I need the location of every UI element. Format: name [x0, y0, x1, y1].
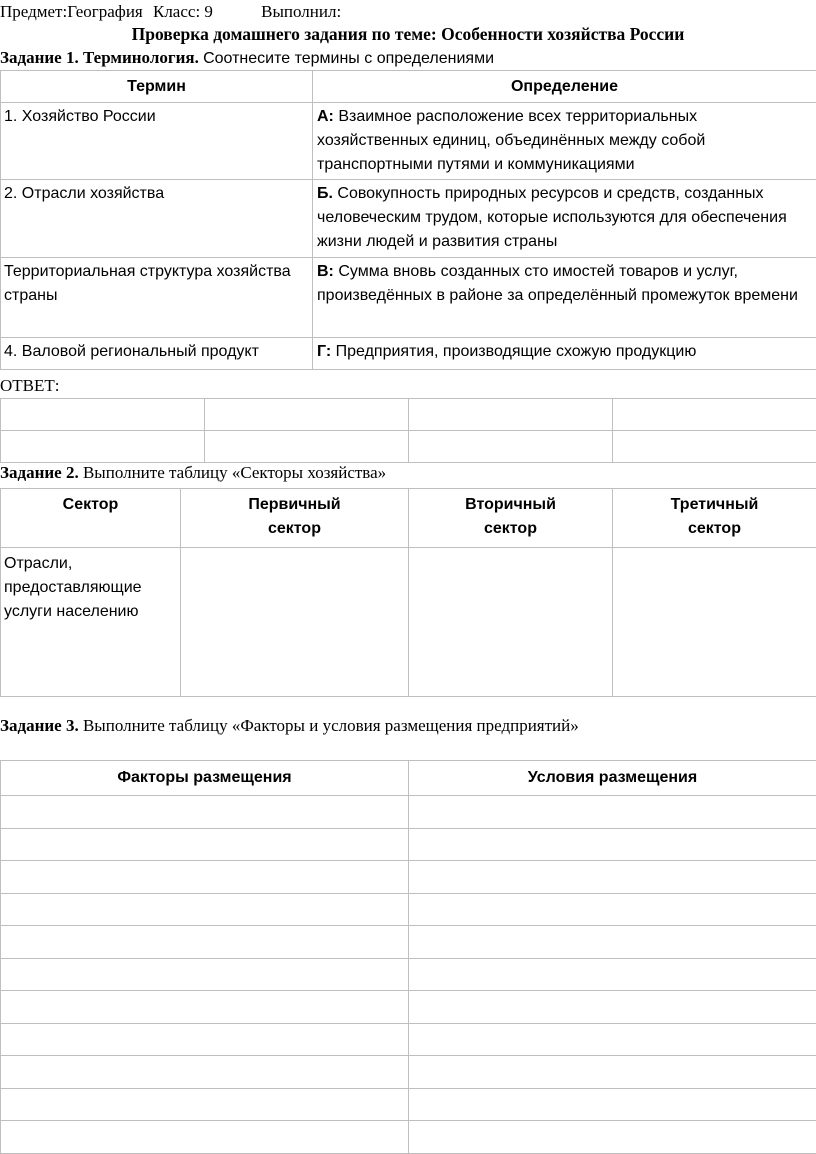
answer-cell[interactable] — [205, 399, 409, 431]
definition-cell — [313, 258, 816, 338]
condition-cell[interactable] — [409, 861, 816, 894]
definition-letter: Г: — [317, 343, 331, 360]
document-header — [0, 2, 341, 22]
answer-cell[interactable] — [409, 399, 613, 431]
subject-label: Предмет:География — [0, 2, 143, 22]
task2-heading — [0, 463, 386, 483]
term-cell: 2. Отрасли хозяйства — [1, 180, 313, 258]
tertiary-header-text: Третичный сектор — [655, 493, 775, 541]
primary-header-text: Первичный сектор — [235, 493, 355, 541]
task3-heading — [0, 716, 579, 736]
table-row — [1, 1023, 816, 1056]
table-row — [1, 103, 816, 180]
definition-text: Взаимное расположение всех территориальных хозяйственных единиц, объединённых между собой транспортными путями и коммуникациями — [317, 108, 705, 173]
definition-letter: В: — [317, 263, 334, 280]
tertiary-cell[interactable] — [613, 548, 816, 697]
factors-table — [0, 760, 816, 1154]
factor-cell[interactable] — [1, 1121, 409, 1154]
task1-heading — [0, 48, 494, 68]
definition-cell — [313, 180, 816, 258]
term-cell: 1. Хозяйство России — [1, 103, 313, 180]
table-row — [1, 1121, 816, 1154]
page-title: Проверка домашнего задания по теме: Особенности хозяйства России — [0, 24, 816, 45]
answer-table — [0, 398, 816, 463]
answer-cell[interactable] — [205, 431, 409, 463]
definition-text: Совокупность природных ресурсов и средств, созданных человеческим трудом, которые используются для обеспечения жизни людей и развития страны — [317, 185, 787, 250]
condition-cell[interactable] — [409, 1088, 816, 1121]
done-by-label: Выполнил: — [261, 2, 341, 22]
factor-cell[interactable] — [1, 861, 409, 894]
table-row — [1, 893, 816, 926]
task3-text: Выполните таблицу «Факторы и условия размещения предприятий» — [79, 716, 579, 735]
col-tertiary-header — [613, 489, 816, 548]
answer-cell[interactable] — [613, 399, 816, 431]
condition-cell[interactable] — [409, 828, 816, 861]
secondary-header-text: Вторичный сектор — [451, 493, 571, 541]
factor-cell[interactable] — [1, 828, 409, 861]
table-row — [1, 338, 816, 370]
table-row — [1, 926, 816, 959]
definition-text: Предприятия, производящие схожую продукцию — [331, 343, 696, 360]
col-conditions-header: Условия размещения — [409, 761, 816, 796]
factor-cell[interactable] — [1, 958, 409, 991]
col-sector-header: Сектор — [1, 489, 181, 548]
answer-cell[interactable] — [409, 431, 613, 463]
table-row — [1, 861, 816, 894]
term-cell: Территориальная структура хозяйства страны — [1, 258, 313, 338]
answer-cell[interactable] — [613, 431, 816, 463]
task2-label: Задание 2. — [0, 463, 79, 482]
condition-cell[interactable] — [409, 1121, 816, 1154]
factor-cell[interactable] — [1, 1056, 409, 1089]
col-secondary-header — [409, 489, 613, 548]
class-label: Класс: 9 — [153, 2, 213, 22]
terminology-table — [0, 70, 816, 370]
factor-cell[interactable] — [1, 1088, 409, 1121]
table-row — [1, 991, 816, 1024]
condition-cell[interactable] — [409, 1023, 816, 1056]
col-primary-header — [181, 489, 409, 548]
table-row — [1, 258, 816, 338]
table-row — [1, 796, 816, 829]
condition-cell[interactable] — [409, 991, 816, 1024]
factor-cell[interactable] — [1, 926, 409, 959]
table-row — [1, 1088, 816, 1121]
secondary-cell[interactable] — [409, 548, 613, 697]
task1-label: Задание 1. Терминология. — [0, 48, 199, 67]
definition-text: Сумма вновь созданных сто имостей товаров и услуг, произведённых в районе за определённый промежуток времени — [317, 263, 798, 304]
sectors-table — [0, 488, 816, 697]
table-row — [1, 399, 816, 431]
definition-cell — [313, 338, 816, 370]
condition-cell[interactable] — [409, 926, 816, 959]
table-row — [1, 180, 816, 258]
factor-cell[interactable] — [1, 893, 409, 926]
answer-label: ОТВЕТ: — [0, 376, 60, 396]
col-definition-header: Определение — [313, 71, 816, 103]
primary-cell[interactable] — [181, 548, 409, 697]
factor-cell[interactable] — [1, 796, 409, 829]
table-row — [1, 548, 816, 697]
term-cell: 4. Валовой региональный продукт — [1, 338, 313, 370]
definition-cell — [313, 103, 816, 180]
condition-cell[interactable] — [409, 893, 816, 926]
col-term-header: Термин — [1, 71, 313, 103]
factor-cell[interactable] — [1, 1023, 409, 1056]
answer-cell[interactable] — [1, 431, 205, 463]
table-row — [1, 958, 816, 991]
col-factors-header: Факторы размещения — [1, 761, 409, 796]
table-row — [1, 1056, 816, 1089]
definition-letter: А: — [317, 108, 334, 125]
task2-text: Выполните таблицу «Секторы хозяйства» — [79, 463, 386, 482]
sector-row-label: Отрасли, предоставляющие услуги населению — [1, 548, 181, 697]
factor-cell[interactable] — [1, 991, 409, 1024]
answer-cell[interactable] — [1, 399, 205, 431]
table-row — [1, 828, 816, 861]
task1-text: Соотнесите термины с определениями — [203, 50, 494, 67]
condition-cell[interactable] — [409, 1056, 816, 1089]
task3-label: Задание 3. — [0, 716, 79, 735]
table-row — [1, 431, 816, 463]
definition-letter: Б. — [317, 185, 333, 202]
condition-cell[interactable] — [409, 796, 816, 829]
condition-cell[interactable] — [409, 958, 816, 991]
